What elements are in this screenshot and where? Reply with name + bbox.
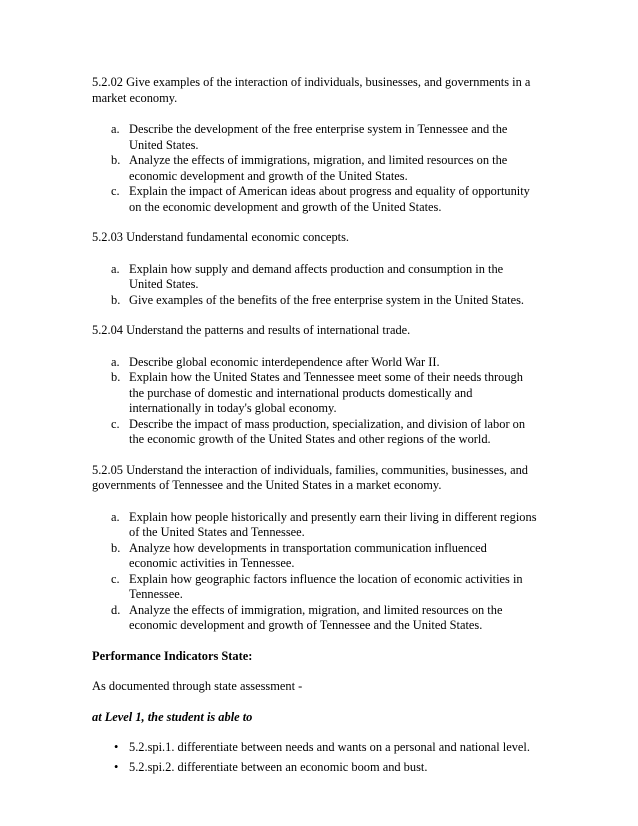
item-line: Explain how supply and demand affects production and consumption in the xyxy=(129,261,504,276)
standard-section xyxy=(92,230,554,308)
sub-objective-list xyxy=(92,122,554,215)
standard-statement xyxy=(92,75,554,106)
standard-statement xyxy=(92,230,554,246)
sub-objective-item xyxy=(92,153,554,184)
indicator-text: 5.2.spi.1. differentiate between needs and wants on a personal and national level. xyxy=(129,740,530,754)
indicator-text: 5.2.spi.2. differentiate between an economic boom and bust. xyxy=(129,759,428,774)
item-line: economic development and growth of Tennessee and the United States. xyxy=(129,618,483,632)
indicator-item xyxy=(92,740,554,756)
item-marker: a. xyxy=(111,261,120,276)
item-line: Explain how geographic factors influence the location of economic activities in xyxy=(129,571,523,586)
item-text xyxy=(129,510,554,541)
item-line: Analyze how developments in transportation communication influenced xyxy=(129,540,487,555)
statement-line: 5.2.03 Understand fundamental economic concepts. xyxy=(92,230,350,244)
item-line: economic activities in Tennessee. xyxy=(129,556,295,570)
document-page xyxy=(92,75,554,779)
item-text xyxy=(129,122,554,153)
item-line: the purchase of domestic and international products domestically and xyxy=(129,385,473,400)
sub-objective-item xyxy=(92,370,554,417)
item-text xyxy=(129,603,554,634)
standards-sections xyxy=(92,75,554,634)
item-line: Explain the impact of American ideas about progress and equality of opportunity xyxy=(129,184,530,198)
documented-statement: As documented through state assessment - xyxy=(92,679,303,693)
sub-objective-list xyxy=(92,355,554,448)
item-marker: a. xyxy=(111,509,120,524)
standard-section xyxy=(92,323,554,448)
sub-objective-list xyxy=(92,262,554,309)
standard-statement xyxy=(92,323,554,339)
item-text xyxy=(129,153,554,184)
item-line: Analyze the effects of immigrations, migration, and limited resources on the xyxy=(129,153,508,167)
item-line: United States. xyxy=(129,277,199,291)
item-line: of the United States and Tennessee. xyxy=(129,525,305,539)
item-line: Analyze the effects of immigration, migration, and limited resources on the xyxy=(129,602,503,617)
bullet-icon: • xyxy=(114,759,119,774)
sub-objective-item xyxy=(92,417,554,448)
performance-indicators-heading: Performance Indicators State: xyxy=(92,648,253,663)
item-text xyxy=(129,370,554,417)
item-line: economic development and growth of the United States. xyxy=(129,168,408,183)
item-line: Describe the impact of mass production, specialization, and division of labor on xyxy=(129,416,526,431)
item-marker: b. xyxy=(111,153,121,167)
statement-line: governments of Tennessee and the United States in a market economy. xyxy=(92,478,442,492)
sub-objective-item xyxy=(92,262,554,293)
sub-objective-item xyxy=(92,572,554,603)
item-marker: c. xyxy=(111,184,120,198)
statement-line: 5.2.05 Understand the interaction of individuals, families, communities, businesses, and xyxy=(92,462,529,477)
item-text xyxy=(129,355,554,371)
item-text xyxy=(129,417,554,448)
standard-section xyxy=(92,75,554,215)
standard-statement xyxy=(92,463,554,494)
item-marker: b. xyxy=(111,370,121,384)
bullet-icon: • xyxy=(114,740,119,754)
item-marker: a. xyxy=(111,354,120,369)
item-line: the economic growth of the United States and other regions of the world. xyxy=(129,432,491,446)
sub-objective-item xyxy=(92,603,554,634)
item-marker: c. xyxy=(111,571,120,586)
statement-line: market economy. xyxy=(92,90,178,105)
item-line: on the economic development and growth of the United States. xyxy=(129,199,442,214)
indicator-item xyxy=(92,760,554,776)
sub-objective-list xyxy=(92,510,554,634)
item-line: Give examples of the benefits of the free enterprise system in the United States. xyxy=(129,292,524,307)
item-text xyxy=(129,262,554,293)
item-line: Tennessee. xyxy=(129,587,183,601)
item-text xyxy=(129,293,554,309)
sub-objective-item xyxy=(92,122,554,153)
sub-objective-item xyxy=(92,355,554,371)
statement-line: 5.2.02 Give examples of the interaction of individuals, businesses, and governments in a xyxy=(92,75,531,89)
sub-objective-item xyxy=(92,541,554,572)
item-marker: b. xyxy=(111,292,121,307)
item-line: Describe global economic interdependence after World War II. xyxy=(129,354,440,369)
item-line: Explain how the United States and Tennessee meet some of their needs through xyxy=(129,370,523,384)
statement-line: 5.2.04 Understand the patterns and results of international trade. xyxy=(92,323,411,337)
item-line: United States. xyxy=(129,137,199,152)
standard-section xyxy=(92,463,554,634)
sub-objective-item xyxy=(92,293,554,309)
item-marker: b. xyxy=(111,540,121,555)
item-text xyxy=(129,184,554,215)
item-marker: a. xyxy=(111,122,120,136)
indicator-list xyxy=(92,740,554,775)
item-line: internationally in today's global economy. xyxy=(129,401,337,415)
sub-objective-item xyxy=(92,184,554,215)
sub-objective-item xyxy=(92,510,554,541)
item-line: Explain how people historically and presently earn their living in different regions xyxy=(129,509,537,524)
item-text xyxy=(129,572,554,603)
item-marker: c. xyxy=(111,416,120,431)
item-text xyxy=(129,541,554,572)
item-marker: d. xyxy=(111,602,121,617)
item-line: Describe the development of the free enterprise system in Tennessee and the xyxy=(129,122,508,136)
level-heading: at Level 1, the student is able to xyxy=(92,709,253,724)
